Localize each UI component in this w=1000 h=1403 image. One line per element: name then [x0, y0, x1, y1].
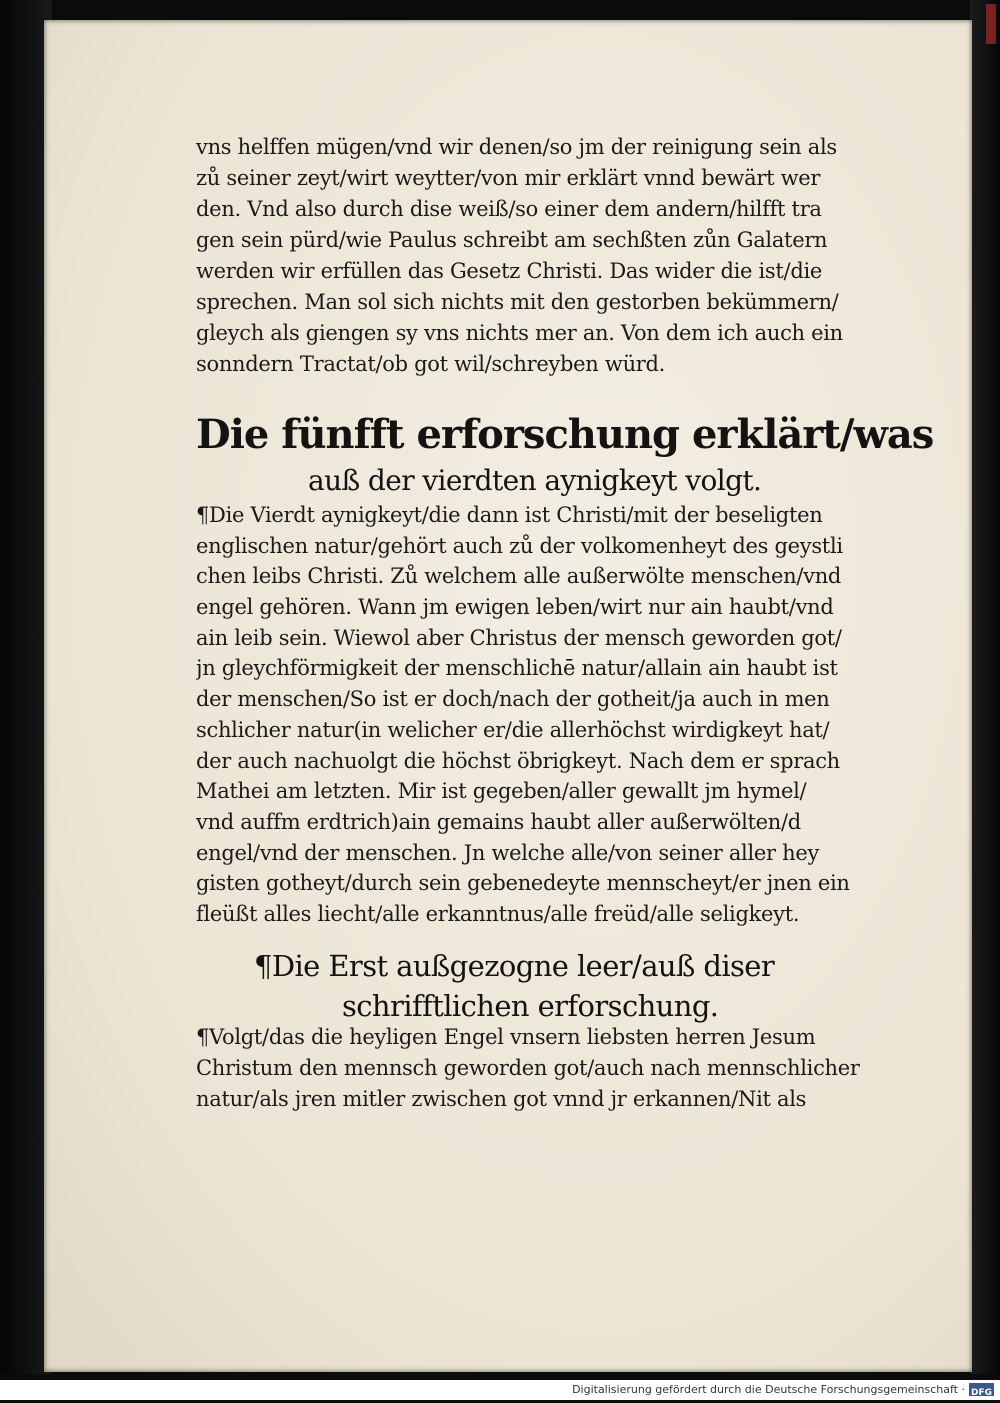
- text-line: gisten gotheyt/durch sein gebenedeyte mennscheyt/er jnen ein: [196, 871, 850, 896]
- section-heading-fifth: [196, 408, 934, 500]
- text-line: zů seiner zeyt/wirt weytter/von mir erklärt vnnd bewärt wer: [196, 166, 821, 190]
- text-line: sonndern Tractat/ob got wil/schreyben würd.: [196, 352, 666, 376]
- heading-line: auß der vierdten aynigkeyt volgt.: [308, 464, 762, 497]
- paragraph-teaching: [196, 1022, 931, 1115]
- text-line: gleych als giengen sy vns nichts mer an. Von dem ich auch ein: [196, 321, 843, 345]
- text-line: fleüßt alles liecht/alle erkanntnus/alle freüd/alle seligkeyt.: [196, 901, 800, 926]
- digitization-footer: [0, 1380, 1000, 1400]
- section-heading-first-teaching: [254, 946, 954, 1026]
- scan-border-right: [970, 0, 1000, 1374]
- paragraph-fourth-unity: [196, 500, 931, 930]
- text-line: Mathei am letzten. Mir ist gegeben/aller gewallt jm hymel/: [196, 779, 807, 804]
- text-line: der auch nachuolgt die höchst öbrigkeyt. Nach dem er sprach: [196, 748, 840, 773]
- heading-line: schrifftlichen erforschung.: [342, 989, 719, 1023]
- paragraph-continued: [196, 132, 931, 380]
- text-line: der menschen/So ist er doch/nach der gotheit/ja auch in men: [196, 687, 830, 712]
- text-line: ain leib sein. Wiewol aber Christus der mensch geworden got/: [196, 625, 842, 650]
- text-line: engel gehören. Wann jm ewigen leben/wirt nur ain haubt/vnd: [196, 595, 834, 620]
- text-line: vnd auffm erdtrich)ain gemains haubt aller außerwölten/d: [196, 809, 801, 834]
- funding-credit: Digitalisierung gefördert durch die Deutsche Forschungsgemeinschaft ·: [572, 1383, 965, 1396]
- text-line: schlicher natur(in welicher er/die allerhöchst wirdigkeyt hat/: [196, 717, 830, 742]
- text-line: englischen natur/gehört auch zů der volkomenheyt des geystli: [196, 533, 843, 558]
- text-line: jn gleychförmigkeit der menschlichē natur/allain ain haubt ist: [196, 656, 838, 681]
- text-line: gen sein pürd/wie Paulus schreibt am sechßten zůn Galatern: [196, 228, 828, 252]
- text-line: vns helffen mügen/vnd wir denen/so jm der reinigung sein als: [196, 135, 837, 159]
- text-line: ¶Die Vierdt aynigkeyt/die dann ist Christi/mit der beseligten: [196, 503, 823, 527]
- text-line: den. Vnd also durch dise weiß/so einer dem andern/hilfft tra: [196, 197, 822, 221]
- text-line: sprechen. Man sol sich nichts mit den gestorben bekümmern/: [196, 290, 839, 314]
- text-line: Christum den mennsch geworden got/auch nach mennschlicher: [196, 1056, 860, 1080]
- text-line: chen leibs Christi. Zů welchem alle außerwölte menschen/vnd: [196, 564, 842, 589]
- text-line: ¶Volgt/das die heyligen Engel vnsern liebsten herren Jesum: [196, 1025, 816, 1049]
- text-line: engel/vnd der menschen. Jn welche alle/von seiner aller hey: [196, 840, 820, 865]
- text-line: werden wir erfüllen das Gesetz Christi. Das wider die ist/die: [196, 259, 823, 283]
- dfg-logo-icon: DFG: [969, 1383, 994, 1396]
- heading-line: Die fünfft erforschung erklärt/was: [196, 411, 934, 458]
- heading-line: ¶Die Erst außgezogne leer/auß diser: [254, 949, 775, 983]
- binding-edge: [986, 4, 996, 44]
- text-line: natur/als jren mitler zwischen got vnnd jr erkannen/Nit als: [196, 1087, 807, 1111]
